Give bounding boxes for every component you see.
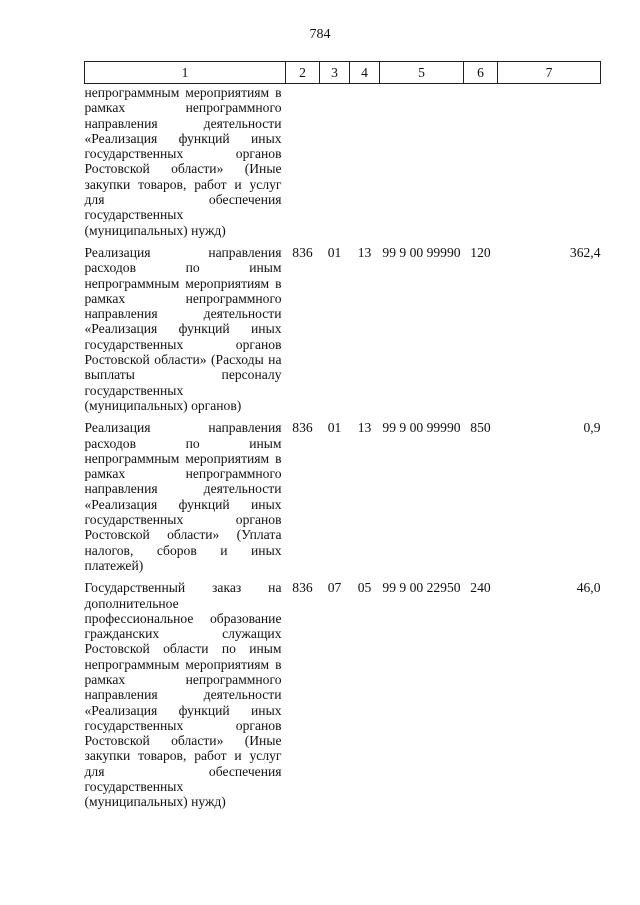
row-ministry: 836 [292,244,313,260]
row-description: Реализация направления расходов по иным непрограммным мероприятиям в рамках непрограммного направления деятельности «Реализация функций иных государственных органов Ростовской области» (Уплата налогов, сборов и иных платежей) [84,420,282,573]
row-section: 01 [327,244,342,260]
page-number: 784 [309,27,331,42]
table-row [85,420,601,580]
row-description: непрограммным мероприятиям в рамках непрограммного направления деятельности «Реализация функций иных государственных органов Ростовской области» (Иные закупки товаров, работ и услуг для обеспечения государственных (муниципальных) нужд) [84,85,282,238]
table-row [85,84,601,245]
row-expense-type [464,84,498,245]
row-subsection: 05 [357,580,372,596]
header-col-1: 1 [85,62,286,84]
budget-table [84,61,601,817]
row-target [380,84,464,245]
row-description: Государственный заказ на дополнительное профессиональное образование гражданских служащих Ростовской области по иным непрограммным мероприятиям в рамках непрограммного направления деятельности «Реализация функций иных государственных органов Ростовской области» (Иные закупки товаров, работ и услуг для обеспечения государственных (муниципальных) нужд) [84,580,282,810]
row-target: 99 9 00 99990 [382,244,461,260]
header-col-6: 6 [464,62,498,84]
row-amount: 0,9 [583,420,601,436]
header-row [85,62,601,84]
row-section [320,84,350,245]
row-target: 99 9 00 22950 [382,580,461,596]
row-section: 01 [327,420,342,436]
row-amount [498,84,601,245]
table-row [85,245,601,420]
row-subsection: 13 [357,420,372,436]
row-amount: 46,0 [576,580,601,596]
row-expense-type: 850 [470,420,491,436]
row-expense-type: 240 [470,580,491,596]
row-target: 99 9 00 99990 [382,420,461,436]
row-description: Реализация направления расходов по иным непрограммным мероприятиям в рамках непрограммного направления деятельности «Реализация функций иных государственных органов Ростовской области» (Расходы на выплаты персоналу государственных (муниципальных) органов) [84,244,282,413]
header-col-5: 5 [380,62,464,84]
row-section: 07 [327,580,342,596]
header-col-3: 3 [320,62,350,84]
table-row [85,580,601,816]
row-subsection [350,84,380,245]
header-col-4: 4 [350,62,380,84]
row-expense-type: 120 [470,244,491,260]
header-col-7: 7 [498,62,601,84]
row-ministry: 836 [292,420,313,436]
row-subsection: 13 [357,244,372,260]
row-ministry [286,84,320,245]
row-amount: 362,4 [569,244,601,260]
row-ministry: 836 [292,580,313,596]
header-col-2: 2 [286,62,320,84]
